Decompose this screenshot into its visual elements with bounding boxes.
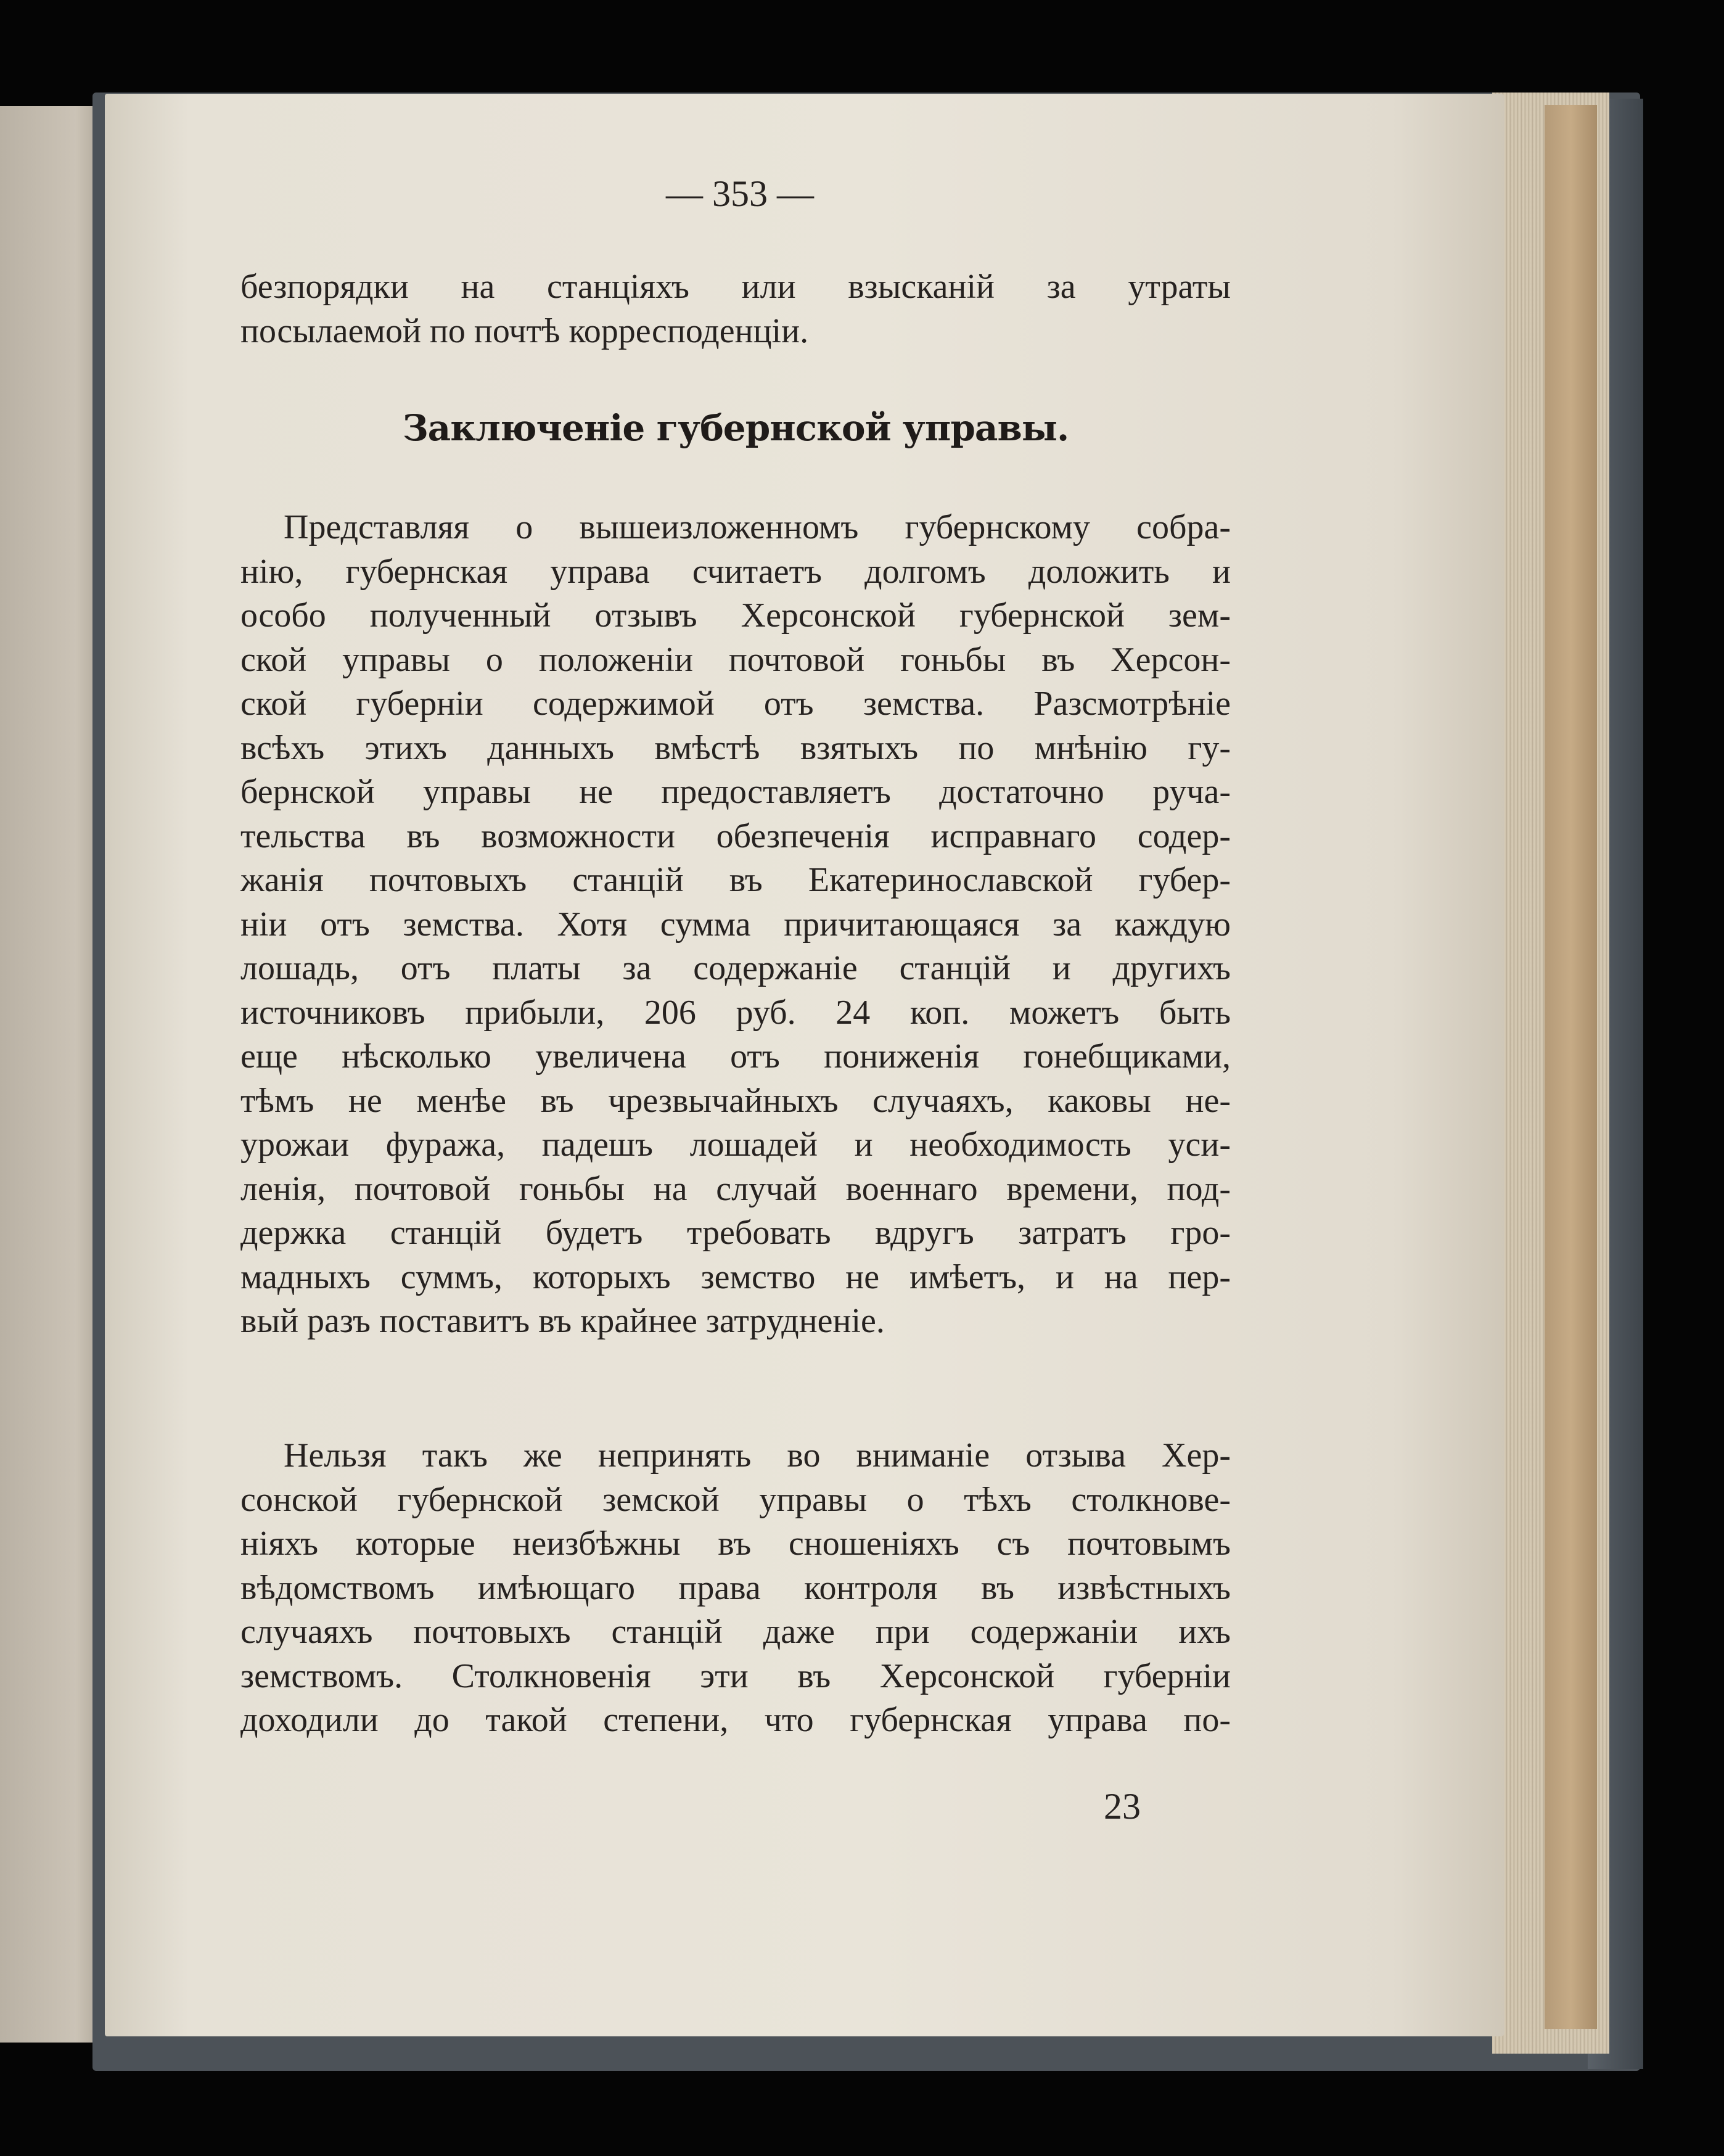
text-line: безпорядки на станціяхъ или взысканій за утраты (240, 268, 1231, 306)
text-line: нію, губернская управа считаетъ долгомъ доложить и (240, 552, 1231, 591)
text-line: доходили до такой степени, что губернская управа по- (240, 1701, 1231, 1739)
text-line: жанія почтовыхъ станцій въ Екатеринославской губер- (240, 861, 1231, 899)
paragraph-1 (240, 506, 1231, 1344)
continuation-text (240, 265, 1231, 353)
text-line: вый разъ поставитъ въ крайнее затрудненіе. (240, 1302, 885, 1340)
text-line: еще нѣсколько увеличена отъ пониженія гонебщиками, (240, 1037, 1231, 1076)
text-line: Представляя о вышеизложенномъ губернскому собра- (284, 508, 1231, 546)
text-line: лошадь, отъ платы за содержаніе станцій и другихъ (240, 949, 1231, 987)
text-line: случаяхъ почтовыхъ станцій даже при содержаніи ихъ (240, 1613, 1231, 1651)
text-line: бернской управы не предоставляетъ достаточно руча- (240, 773, 1231, 811)
text-line: всѣхъ этихъ данныхъ вмѣстѣ взятыхъ по мнѣнію гу- (240, 728, 1231, 767)
page-edge-brown (1545, 105, 1597, 2029)
text-line: ской управы о положеніи почтовой гоньбы въ Херсон- (240, 640, 1231, 679)
text-line: держка станцій будетъ требовать вдругъ затратъ гро- (240, 1214, 1231, 1252)
text-line: ской губерніи содержимой отъ земства. Разсмотрѣніе (240, 685, 1231, 723)
text-line: источниковъ прибыли, 206 руб. 24 коп. можетъ быть (240, 993, 1231, 1032)
text-line: особо полученный отзывъ Херсонской губернской зем- (240, 596, 1231, 635)
text-line: сонской губернской земской управы о тѣхъ столкнове- (240, 1480, 1231, 1519)
text-line: вѣдомствомъ имѣющаго права контроля въ извѣстныхъ (240, 1568, 1231, 1607)
text-line: мадныхъ суммъ, которыхъ земство не имѣетъ, и на пер- (240, 1257, 1231, 1296)
paragraph-2 (240, 1434, 1231, 1743)
text-line: урожаи фуража, падешъ лошадей и необходимость уси- (240, 1125, 1231, 1164)
text-line: Нельзя такъ же непринять во вниманіе отзыва Хер- (284, 1436, 1231, 1475)
text-line: тельства въ возможности обезпеченія исправнаго содер- (240, 817, 1231, 855)
section-heading: Заключеніе губернской управы. (402, 407, 1069, 449)
text-line: ніяхъ которые неизбѣжны въ сношеніяхъ съ почтовымъ (240, 1524, 1231, 1563)
signature-mark: 23 (1104, 1786, 1141, 1827)
text-line: ленія, почтовой гоньбы на случай военнаго времени, под- (240, 1169, 1231, 1208)
text-line: тѣмъ не менѣе въ чрезвычайныхъ случаяхъ, каковы не- (240, 1081, 1231, 1120)
text-line: земствомъ. Столкновенія эти въ Херсонской губерніи (240, 1656, 1231, 1695)
text-line: посылаемой по почтѣ корресподенціи. (240, 311, 809, 350)
text-line: ніи отъ земства. Хотя сумма причитающаяся за каждую (240, 905, 1231, 944)
page-number-header: — 353 — (666, 173, 814, 214)
